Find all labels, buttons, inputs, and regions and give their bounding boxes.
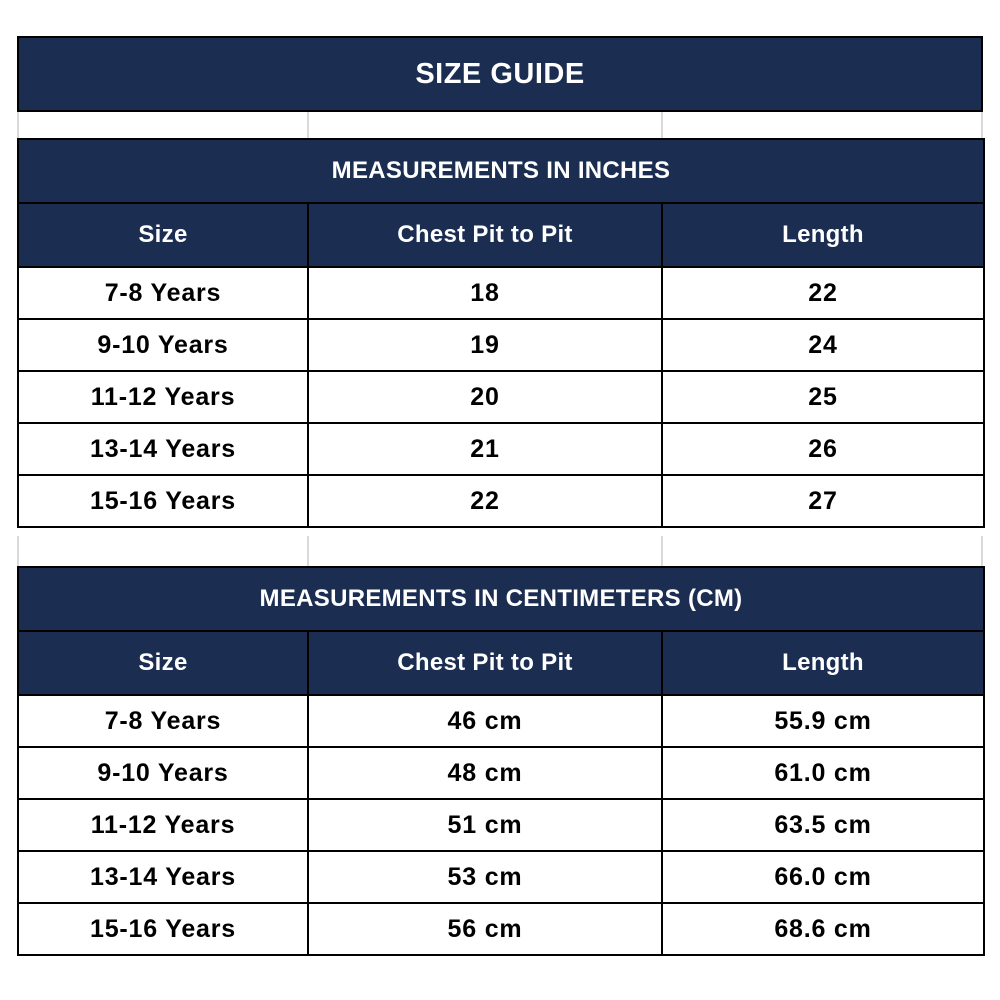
column-header-size: Size	[18, 203, 308, 267]
spacer-divider	[661, 536, 663, 566]
chest-cell: 19	[308, 319, 662, 371]
spacer-divider	[661, 112, 663, 138]
size-guide-title: SIZE GUIDE	[17, 36, 983, 112]
length-cell: 63.5 cm	[662, 799, 984, 851]
size-cell: 9-10 Years	[18, 747, 308, 799]
length-cell: 61.0 cm	[662, 747, 984, 799]
centimeters-section-heading: MEASUREMENTS IN CENTIMETERS (CM)	[18, 567, 984, 631]
table-row	[18, 319, 984, 371]
spacer-divider	[307, 536, 309, 566]
size-cell: 15-16 Years	[18, 475, 308, 527]
table-row	[18, 799, 984, 851]
size-cell: 13-14 Years	[18, 851, 308, 903]
chest-cell: 48 cm	[308, 747, 662, 799]
table-row	[18, 695, 984, 747]
inches-section-heading: MEASUREMENTS IN INCHES	[18, 139, 984, 203]
size-cell: 9-10 Years	[18, 319, 308, 371]
size-cell: 13-14 Years	[18, 423, 308, 475]
length-cell: 26	[662, 423, 984, 475]
table-row	[18, 475, 984, 527]
chest-cell: 51 cm	[308, 799, 662, 851]
chest-cell: 56 cm	[308, 903, 662, 955]
column-header-length: Length	[662, 631, 984, 695]
size-cell: 15-16 Years	[18, 903, 308, 955]
spacer-row	[17, 536, 983, 566]
chest-cell: 53 cm	[308, 851, 662, 903]
inches-table	[17, 138, 985, 528]
centimeters-table	[17, 566, 985, 956]
table-row	[18, 371, 984, 423]
size-cell: 7-8 Years	[18, 267, 308, 319]
length-cell: 22	[662, 267, 984, 319]
column-header-size: Size	[18, 631, 308, 695]
column-header-chest: Chest Pit to Pit	[308, 631, 662, 695]
size-cell: 11-12 Years	[18, 799, 308, 851]
table-row	[18, 747, 984, 799]
chest-cell: 21	[308, 423, 662, 475]
spacer-row	[17, 112, 983, 138]
length-cell: 66.0 cm	[662, 851, 984, 903]
chest-cell: 46 cm	[308, 695, 662, 747]
table-row	[18, 903, 984, 955]
column-header-chest: Chest Pit to Pit	[308, 203, 662, 267]
column-header-length: Length	[662, 203, 984, 267]
length-cell: 68.6 cm	[662, 903, 984, 955]
length-cell: 27	[662, 475, 984, 527]
table-row	[18, 267, 984, 319]
length-cell: 24	[662, 319, 984, 371]
chest-cell: 18	[308, 267, 662, 319]
table-row	[18, 423, 984, 475]
chest-cell: 20	[308, 371, 662, 423]
size-cell: 11-12 Years	[18, 371, 308, 423]
spacer-divider	[307, 112, 309, 138]
size-cell: 7-8 Years	[18, 695, 308, 747]
chest-cell: 22	[308, 475, 662, 527]
table-row	[18, 851, 984, 903]
length-cell: 55.9 cm	[662, 695, 984, 747]
length-cell: 25	[662, 371, 984, 423]
